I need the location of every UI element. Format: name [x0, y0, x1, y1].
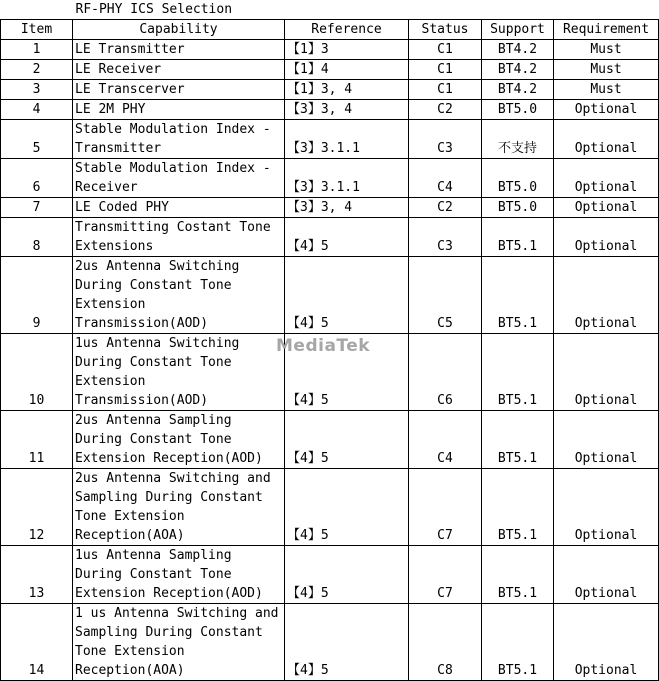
requirement-cell: Optional [554, 159, 659, 198]
reference-cell: 【3】3.1.1 [285, 159, 409, 198]
reference-cell: 【4】5 [285, 218, 409, 257]
requirement-cell: Optional [554, 257, 659, 334]
reference-cell: 【1】4 [285, 60, 409, 80]
status-cell: C5 [409, 257, 482, 334]
item-cell: 9 [1, 257, 73, 334]
table-row [1, 198, 659, 218]
requirement-cell: Optional [554, 198, 659, 218]
reference-cell: 【3】3, 4 [285, 198, 409, 218]
table-row [1, 257, 659, 334]
item-cell: 13 [1, 546, 73, 604]
item-cell: 7 [1, 198, 73, 218]
capability-cell: Stable Modulation Index - Transmitter [73, 120, 285, 159]
reference-cell: 【4】5 [285, 604, 409, 681]
support-cell: BT4.2 [482, 80, 554, 100]
status-cell: C1 [409, 40, 482, 60]
item-cell: 11 [1, 411, 73, 469]
header-requirement: Requirement [554, 20, 659, 40]
requirement-cell: Optional [554, 604, 659, 681]
requirement-cell: Must [554, 40, 659, 60]
status-cell: C4 [409, 411, 482, 469]
table-row [1, 159, 659, 198]
reference-cell: 【3】3, 4 [285, 100, 409, 120]
item-cell: 2 [1, 60, 73, 80]
capability-cell: LE Transmitter [73, 40, 285, 60]
support-cell: BT5.1 [482, 546, 554, 604]
requirement-cell: Must [554, 60, 659, 80]
status-cell: C8 [409, 604, 482, 681]
capability-cell: 2us Antenna Switching During Constant Tone Extension Transmission(AOD) [73, 257, 285, 334]
capability-cell: 2us Antenna Switching and Sampling During Constant Tone Extension Reception(AOA) [73, 469, 285, 546]
reference-cell: 【4】5 [285, 411, 409, 469]
table-row [1, 546, 659, 604]
reference-cell: 【4】5 [285, 546, 409, 604]
status-cell: C7 [409, 469, 482, 546]
item-cell: 3 [1, 80, 73, 100]
item-cell: 10 [1, 334, 73, 411]
support-cell: BT5.0 [482, 159, 554, 198]
reference-cell: 【3】3.1.1 [285, 120, 409, 159]
status-cell: C1 [409, 60, 482, 80]
support-cell: BT4.2 [482, 60, 554, 80]
table-row [1, 40, 659, 60]
capability-cell: LE Receiver [73, 60, 285, 80]
table-row [1, 60, 659, 80]
support-cell: BT5.0 [482, 100, 554, 120]
status-cell: C2 [409, 198, 482, 218]
requirement-cell: Optional [554, 469, 659, 546]
status-cell: C1 [409, 80, 482, 100]
header-row [1, 20, 659, 40]
table-row [1, 604, 659, 681]
item-cell: 4 [1, 100, 73, 120]
table-row [1, 411, 659, 469]
table-row [1, 100, 659, 120]
capability-cell: 1us Antenna Sampling During Constant Tone Extension Reception(AOD) [73, 546, 285, 604]
status-cell: C3 [409, 218, 482, 257]
requirement-cell: Must [554, 80, 659, 100]
capability-cell: LE 2M PHY [73, 100, 285, 120]
table-row [1, 80, 659, 100]
status-cell: C2 [409, 100, 482, 120]
item-cell: 12 [1, 469, 73, 546]
capability-cell: 1 us Antenna Switching and Sampling During Constant Tone Extension Reception(AOA) [73, 604, 285, 681]
table-row [1, 218, 659, 257]
requirement-cell: Optional [554, 218, 659, 257]
table-row [1, 469, 659, 546]
support-cell: BT5.1 [482, 411, 554, 469]
capability-cell: LE Coded PHY [73, 198, 285, 218]
reference-cell: 【1】3, 4 [285, 80, 409, 100]
capability-cell: 1us Antenna Switching During Constant Tone Extension Transmission(AOD) [73, 334, 285, 411]
support-cell: BT5.0 [482, 198, 554, 218]
item-cell: 6 [1, 159, 73, 198]
header-capability: Capability [73, 20, 285, 40]
reference-cell: 【4】5 [285, 469, 409, 546]
support-cell: BT5.1 [482, 604, 554, 681]
item-cell: 5 [1, 120, 73, 159]
item-cell: 1 [1, 40, 73, 60]
requirement-cell: Optional [554, 120, 659, 159]
support-cell: BT5.1 [482, 469, 554, 546]
capability-cell: 2us Antenna Sampling During Constant Tone Extension Reception(AOD) [73, 411, 285, 469]
table-title: RF-PHY ICS Selection [75, 2, 233, 17]
support-cell: 不支持 [482, 120, 554, 159]
status-cell: C4 [409, 159, 482, 198]
reference-cell: 【4】5 [285, 257, 409, 334]
reference-cell: 【4】5 [285, 334, 409, 411]
capability-cell: Transmitting Costant Tone Extensions [73, 218, 285, 257]
requirement-cell: Optional [554, 411, 659, 469]
requirement-cell: Optional [554, 100, 659, 120]
title-row [1, 0, 659, 20]
requirement-cell: Optional [554, 334, 659, 411]
header-item: Item [1, 20, 73, 40]
status-cell: C7 [409, 546, 482, 604]
header-support: Support [482, 20, 554, 40]
table-row [1, 120, 659, 159]
support-cell: BT5.1 [482, 218, 554, 257]
item-cell: 8 [1, 218, 73, 257]
support-cell: BT5.1 [482, 334, 554, 411]
header-reference: Reference [285, 20, 409, 40]
status-cell: C6 [409, 334, 482, 411]
header-status: Status [409, 20, 482, 40]
item-cell: 14 [1, 604, 73, 681]
status-cell: C3 [409, 120, 482, 159]
capability-cell: LE Transcerver [73, 80, 285, 100]
support-cell: BT5.1 [482, 257, 554, 334]
requirement-cell: Optional [554, 546, 659, 604]
mediatek-watermark: MediaTek [276, 336, 371, 356]
support-cell: BT4.2 [482, 40, 554, 60]
capability-cell: Stable Modulation Index - Receiver [73, 159, 285, 198]
reference-cell: 【1】3 [285, 40, 409, 60]
